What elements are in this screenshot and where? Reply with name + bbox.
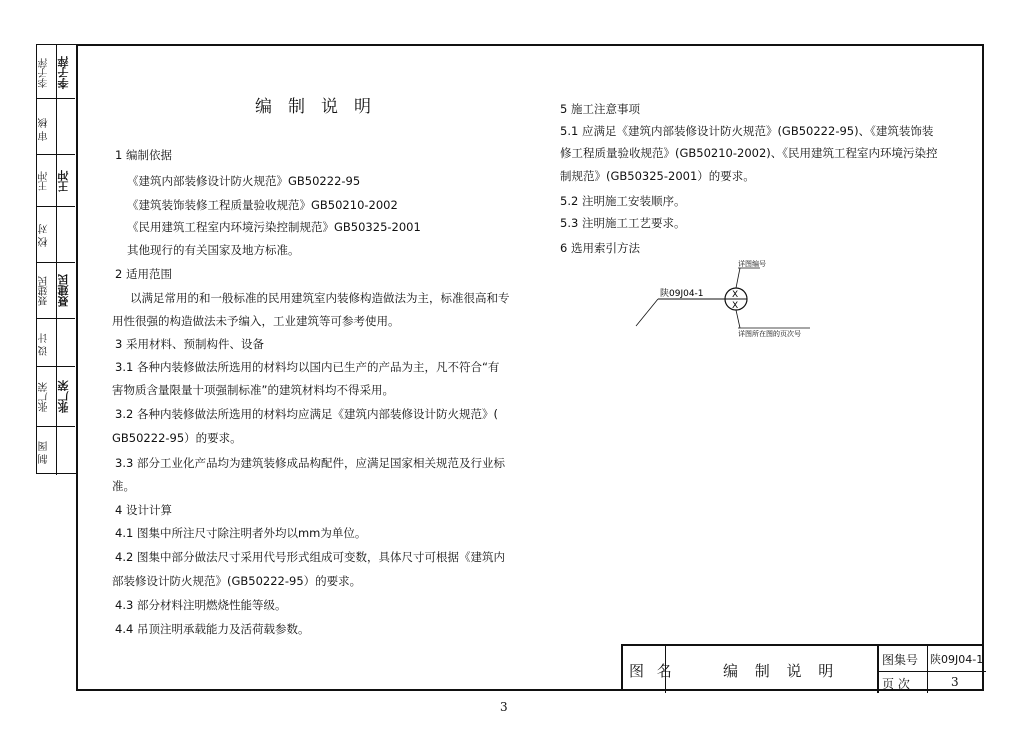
body-text: 4.2 图集中部分做法尺寸采用代号形式组成可变数，具体尺寸可根据《建筑内 [115,550,505,564]
section-heading: 1 编制依据 [115,148,172,162]
body-text: 4.3 部分材料注明燃烧性能等级。 [115,598,287,612]
signature: 王冲 [57,170,70,192]
body-text: 准。 [112,479,135,493]
body-text: GB50222-95）的要求。 [112,431,242,445]
body-text: 制规范》(GB50325-2001）的要求。 [560,169,755,183]
approval-role: 制 图 [39,440,50,464]
approval-strip [36,44,76,474]
title-block [621,644,984,691]
signature: 张广荣 [57,380,70,414]
approval-role: 审 核 [39,117,50,141]
page-value: 3 [951,675,959,689]
atlas-number-label: 图集号 [882,653,919,667]
page-number-label: 详图所在图的页次号 [738,330,801,338]
body-text: 3.3 部分工业化产品均为建筑装修成品构配件，应满足国家相关规范及行业标 [115,456,505,470]
detail-number-label: 详图编号 [738,260,766,268]
body-text: 3.2 各种内装修做法所选用的材料均应满足《建筑内部装修设计防火规范》( [115,407,498,421]
drawing-name-label: 图 名 [629,662,676,680]
index-symbol-top: X [732,290,739,300]
page-number: 3 [500,700,508,714]
approval-role: 校 对 [39,223,50,247]
index-symbol-diagram [630,254,830,344]
section-heading: 5 施工注意事项 [560,102,640,116]
drawing-name-value: 编 制 说 明 [723,662,840,680]
body-text: 4.1 图集中所注尺寸除注明者外均以mm为单位。 [115,526,367,540]
signature: 聂建民 [57,274,70,308]
page-label: 页 次 [882,677,910,691]
page-title: 编制说明 [255,97,387,117]
body-text: 部装修设计防火规范》(GB50222-95）的要求。 [112,574,362,588]
body-text: 修工程质量验收规范》(GB50210-2002)、《民用建筑工程室内环境污染控 [560,146,938,160]
approver-name: 李子萍 [39,58,50,88]
reference-line: 《建筑内部装修设计防火规范》GB50222-95 [127,174,361,188]
atlas-number-value: 陕09J04-1 [930,653,984,666]
body-text: 5.3 注明施工工艺要求。 [560,216,686,230]
approver-name: 王冲 [39,171,50,191]
approver-name: 张广荣 [39,382,50,412]
body-text: 用性很强的构造做法未予编入，工业建筑等可参考使用。 [112,314,400,328]
section-heading: 2 适用范围 [115,267,172,281]
section-heading: 3 采用材料、预制构件、设备 [115,337,264,351]
reference-line: 《民用建筑工程室内环境污染控制规范》GB50325-2001 [127,220,421,234]
body-text: 以满足常用的和一般标准的民用建筑室内装修构造做法为主，标准很高和专 [130,291,510,305]
body-text: 5.2 注明施工安装顺序。 [560,194,686,208]
index-symbol-bottom: X [732,301,739,311]
signature: 李子萍 [57,56,70,90]
section-heading: 4 设计计算 [115,503,172,517]
body-text: 5.1 应满足《建筑内部装修设计防火规范》(GB50222-95)、《建筑装饰装 [560,124,934,138]
reference-line: 《建筑装饰装修工程质量验收规范》GB50210-2002 [127,198,398,212]
section-heading: 6 选用索引方法 [560,241,640,255]
body-text: 4.4 吊顶注明承载能力及活荷载参数。 [115,622,310,636]
body-text: 3.1 各种内装修做法所选用的材料均以国内已生产的产品为主，凡不符合“有 [115,360,500,374]
reference-line: 其他现行的有关国家及地方标准。 [127,243,300,257]
body-text: 害物质含量限量十项强制标准”的建筑材料均不得采用。 [112,383,394,397]
approval-role: 设 计 [39,332,50,356]
approver-name: 聂建民 [39,276,50,306]
reference-atlas-label: 陕09J04-1 [660,289,704,299]
